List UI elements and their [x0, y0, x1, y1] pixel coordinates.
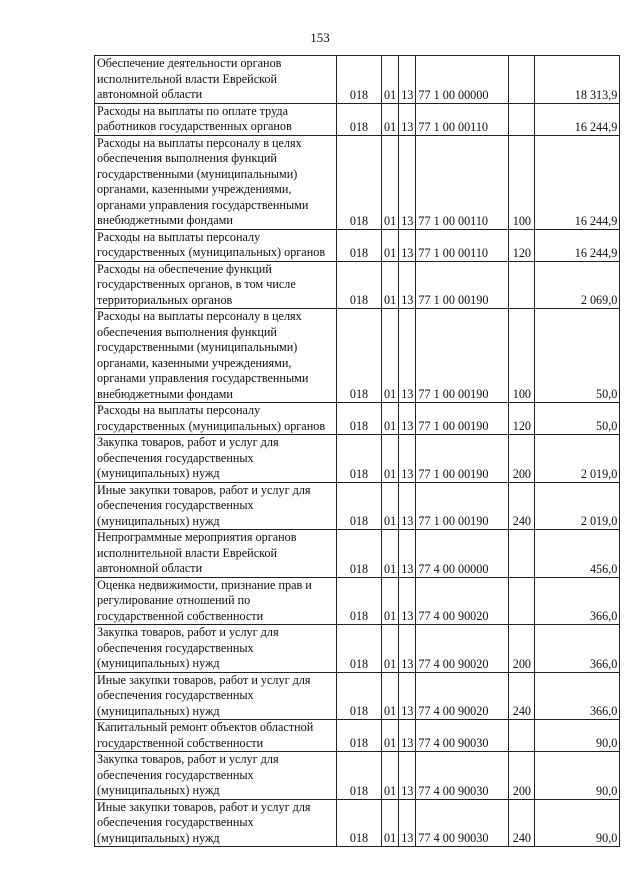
row-name-cell: Непрограммные мероприятия органов исполнительной власти Еврейской автономной области: [95, 530, 337, 578]
grbs-cell: 018: [337, 799, 382, 847]
row-name-cell: Расходы на выплаты по оплате труда работников государственных органов: [95, 103, 337, 135]
table-row: [95, 720, 620, 752]
row-name-cell: Обеспечение деятельности органов исполнительной власти Еврейской автономной области: [95, 56, 337, 104]
amount-cell: 2 069,0: [535, 261, 620, 309]
table-row: [95, 261, 620, 309]
table-row: [95, 752, 620, 800]
grbs-cell: 018: [337, 577, 382, 625]
expense-type-cell: 120: [509, 403, 535, 435]
grbs-cell: 018: [337, 752, 382, 800]
row-name-cell: Закупка товаров, работ и услуг для обеспечения государственных (муниципальных) нужд: [95, 625, 337, 673]
section-cell: 01: [382, 720, 399, 752]
expense-type-cell: [509, 103, 535, 135]
table-row: [95, 229, 620, 261]
target-article-cell: 77 4 00 90030: [416, 720, 509, 752]
expense-type-cell: [509, 56, 535, 104]
row-name-cell: Закупка товаров, работ и услуг для обеспечения государственных (муниципальных) нужд: [95, 752, 337, 800]
target-article-cell: 77 1 00 00110: [416, 229, 509, 261]
expense-type-cell: 200: [509, 752, 535, 800]
table-row: [95, 435, 620, 483]
table-row: [95, 482, 620, 530]
row-name-cell: Оценка недвижимости, признание прав и регулирование отношений по государственной собственности: [95, 577, 337, 625]
grbs-cell: 018: [337, 309, 382, 403]
subsection-cell: 13: [399, 309, 416, 403]
section-cell: 01: [382, 229, 399, 261]
expense-type-cell: 240: [509, 482, 535, 530]
row-name-cell: Закупка товаров, работ и услуг для обеспечения государственных (муниципальных) нужд: [95, 435, 337, 483]
amount-cell: 18 313,9: [535, 56, 620, 104]
section-cell: 01: [382, 577, 399, 625]
subsection-cell: 13: [399, 103, 416, 135]
target-article-cell: 77 1 00 00190: [416, 482, 509, 530]
expense-type-cell: 240: [509, 799, 535, 847]
target-article-cell: 77 4 00 90020: [416, 625, 509, 673]
row-name-cell: Иные закупки товаров, работ и услуг для обеспечения государственных (муниципальных) нужд: [95, 672, 337, 720]
grbs-cell: 018: [337, 56, 382, 104]
amount-cell: 50,0: [535, 309, 620, 403]
target-article-cell: 77 1 00 00190: [416, 309, 509, 403]
amount-cell: 456,0: [535, 530, 620, 578]
target-article-cell: 77 4 00 90030: [416, 799, 509, 847]
table-row: [95, 309, 620, 403]
grbs-cell: 018: [337, 229, 382, 261]
subsection-cell: 13: [399, 135, 416, 229]
grbs-cell: 018: [337, 482, 382, 530]
expense-type-cell: 100: [509, 135, 535, 229]
section-cell: 01: [382, 56, 399, 104]
expense-type-cell: 100: [509, 309, 535, 403]
grbs-cell: 018: [337, 530, 382, 578]
row-name-cell: Расходы на выплаты персоналу в целях обеспечения выполнения функций государственными (муниципальными) органами, казенными учреждениями, органами управления государственными внебюджетными фондами: [95, 135, 337, 229]
row-name-cell: Иные закупки товаров, работ и услуг для обеспечения государственных (муниципальных) нужд: [95, 799, 337, 847]
amount-cell: 90,0: [535, 720, 620, 752]
subsection-cell: 13: [399, 799, 416, 847]
subsection-cell: 13: [399, 261, 416, 309]
expense-type-cell: [509, 720, 535, 752]
expense-type-cell: 120: [509, 229, 535, 261]
table-row: [95, 577, 620, 625]
grbs-cell: 018: [337, 261, 382, 309]
table-row: [95, 530, 620, 578]
subsection-cell: 13: [399, 229, 416, 261]
subsection-cell: 13: [399, 577, 416, 625]
row-name-cell: Капитальный ремонт объектов областной государственной собственности: [95, 720, 337, 752]
table-row: [95, 672, 620, 720]
expense-type-cell: 200: [509, 435, 535, 483]
target-article-cell: 77 1 00 00190: [416, 261, 509, 309]
amount-cell: 16 244,9: [535, 103, 620, 135]
amount-cell: 366,0: [535, 577, 620, 625]
subsection-cell: 13: [399, 530, 416, 578]
target-article-cell: 77 1 00 00190: [416, 403, 509, 435]
section-cell: 01: [382, 135, 399, 229]
row-name-cell: Расходы на выплаты персоналу государственных (муниципальных) органов: [95, 403, 337, 435]
amount-cell: 366,0: [535, 625, 620, 673]
subsection-cell: 13: [399, 56, 416, 104]
subsection-cell: 13: [399, 720, 416, 752]
expense-type-cell: [509, 577, 535, 625]
section-cell: 01: [382, 530, 399, 578]
row-name-cell: Расходы на выплаты персоналу в целях обеспечения выполнения функций государственными (муниципальными) органами, казенными учреждениями, органами управления государственными внебюджетными фондами: [95, 309, 337, 403]
row-name-cell: Расходы на обеспечение функций государственных органов, в том числе территориальных органов: [95, 261, 337, 309]
section-cell: 01: [382, 672, 399, 720]
section-cell: 01: [382, 403, 399, 435]
target-article-cell: 77 1 00 00190: [416, 435, 509, 483]
amount-cell: 2 019,0: [535, 482, 620, 530]
page-number: 153: [310, 30, 330, 45]
subsection-cell: 13: [399, 625, 416, 673]
section-cell: 01: [382, 482, 399, 530]
section-cell: 01: [382, 799, 399, 847]
amount-cell: 366,0: [535, 672, 620, 720]
amount-cell: 90,0: [535, 799, 620, 847]
expense-type-cell: [509, 530, 535, 578]
subsection-cell: 13: [399, 672, 416, 720]
table-row: [95, 103, 620, 135]
table-row: [95, 56, 620, 104]
expense-type-cell: 200: [509, 625, 535, 673]
subsection-cell: 13: [399, 752, 416, 800]
table-row: [95, 403, 620, 435]
target-article-cell: 77 4 00 00000: [416, 530, 509, 578]
row-name-cell: Иные закупки товаров, работ и услуг для обеспечения государственных (муниципальных) нужд: [95, 482, 337, 530]
section-cell: 01: [382, 435, 399, 483]
grbs-cell: 018: [337, 435, 382, 483]
subsection-cell: 13: [399, 482, 416, 530]
grbs-cell: 018: [337, 625, 382, 673]
grbs-cell: 018: [337, 720, 382, 752]
section-cell: 01: [382, 103, 399, 135]
section-cell: 01: [382, 752, 399, 800]
grbs-cell: 018: [337, 672, 382, 720]
section-cell: 01: [382, 625, 399, 673]
grbs-cell: 018: [337, 103, 382, 135]
expense-type-cell: 240: [509, 672, 535, 720]
budget-table: [94, 55, 620, 847]
target-article-cell: 77 1 00 00110: [416, 135, 509, 229]
section-cell: 01: [382, 309, 399, 403]
target-article-cell: 77 1 00 00000: [416, 56, 509, 104]
expense-type-cell: [509, 261, 535, 309]
amount-cell: 16 244,9: [535, 229, 620, 261]
grbs-cell: 018: [337, 403, 382, 435]
target-article-cell: 77 4 00 90030: [416, 752, 509, 800]
amount-cell: 16 244,9: [535, 135, 620, 229]
target-article-cell: 77 4 00 90020: [416, 577, 509, 625]
budget-table-body: [95, 56, 620, 847]
subsection-cell: 13: [399, 435, 416, 483]
grbs-cell: 018: [337, 135, 382, 229]
section-cell: 01: [382, 261, 399, 309]
table-row: [95, 799, 620, 847]
target-article-cell: 77 1 00 00110: [416, 103, 509, 135]
amount-cell: 90,0: [535, 752, 620, 800]
table-row: [95, 135, 620, 229]
subsection-cell: 13: [399, 403, 416, 435]
target-article-cell: 77 4 00 90020: [416, 672, 509, 720]
amount-cell: 50,0: [535, 403, 620, 435]
table-row: [95, 625, 620, 673]
amount-cell: 2 019,0: [535, 435, 620, 483]
row-name-cell: Расходы на выплаты персоналу государственных (муниципальных) органов: [95, 229, 337, 261]
